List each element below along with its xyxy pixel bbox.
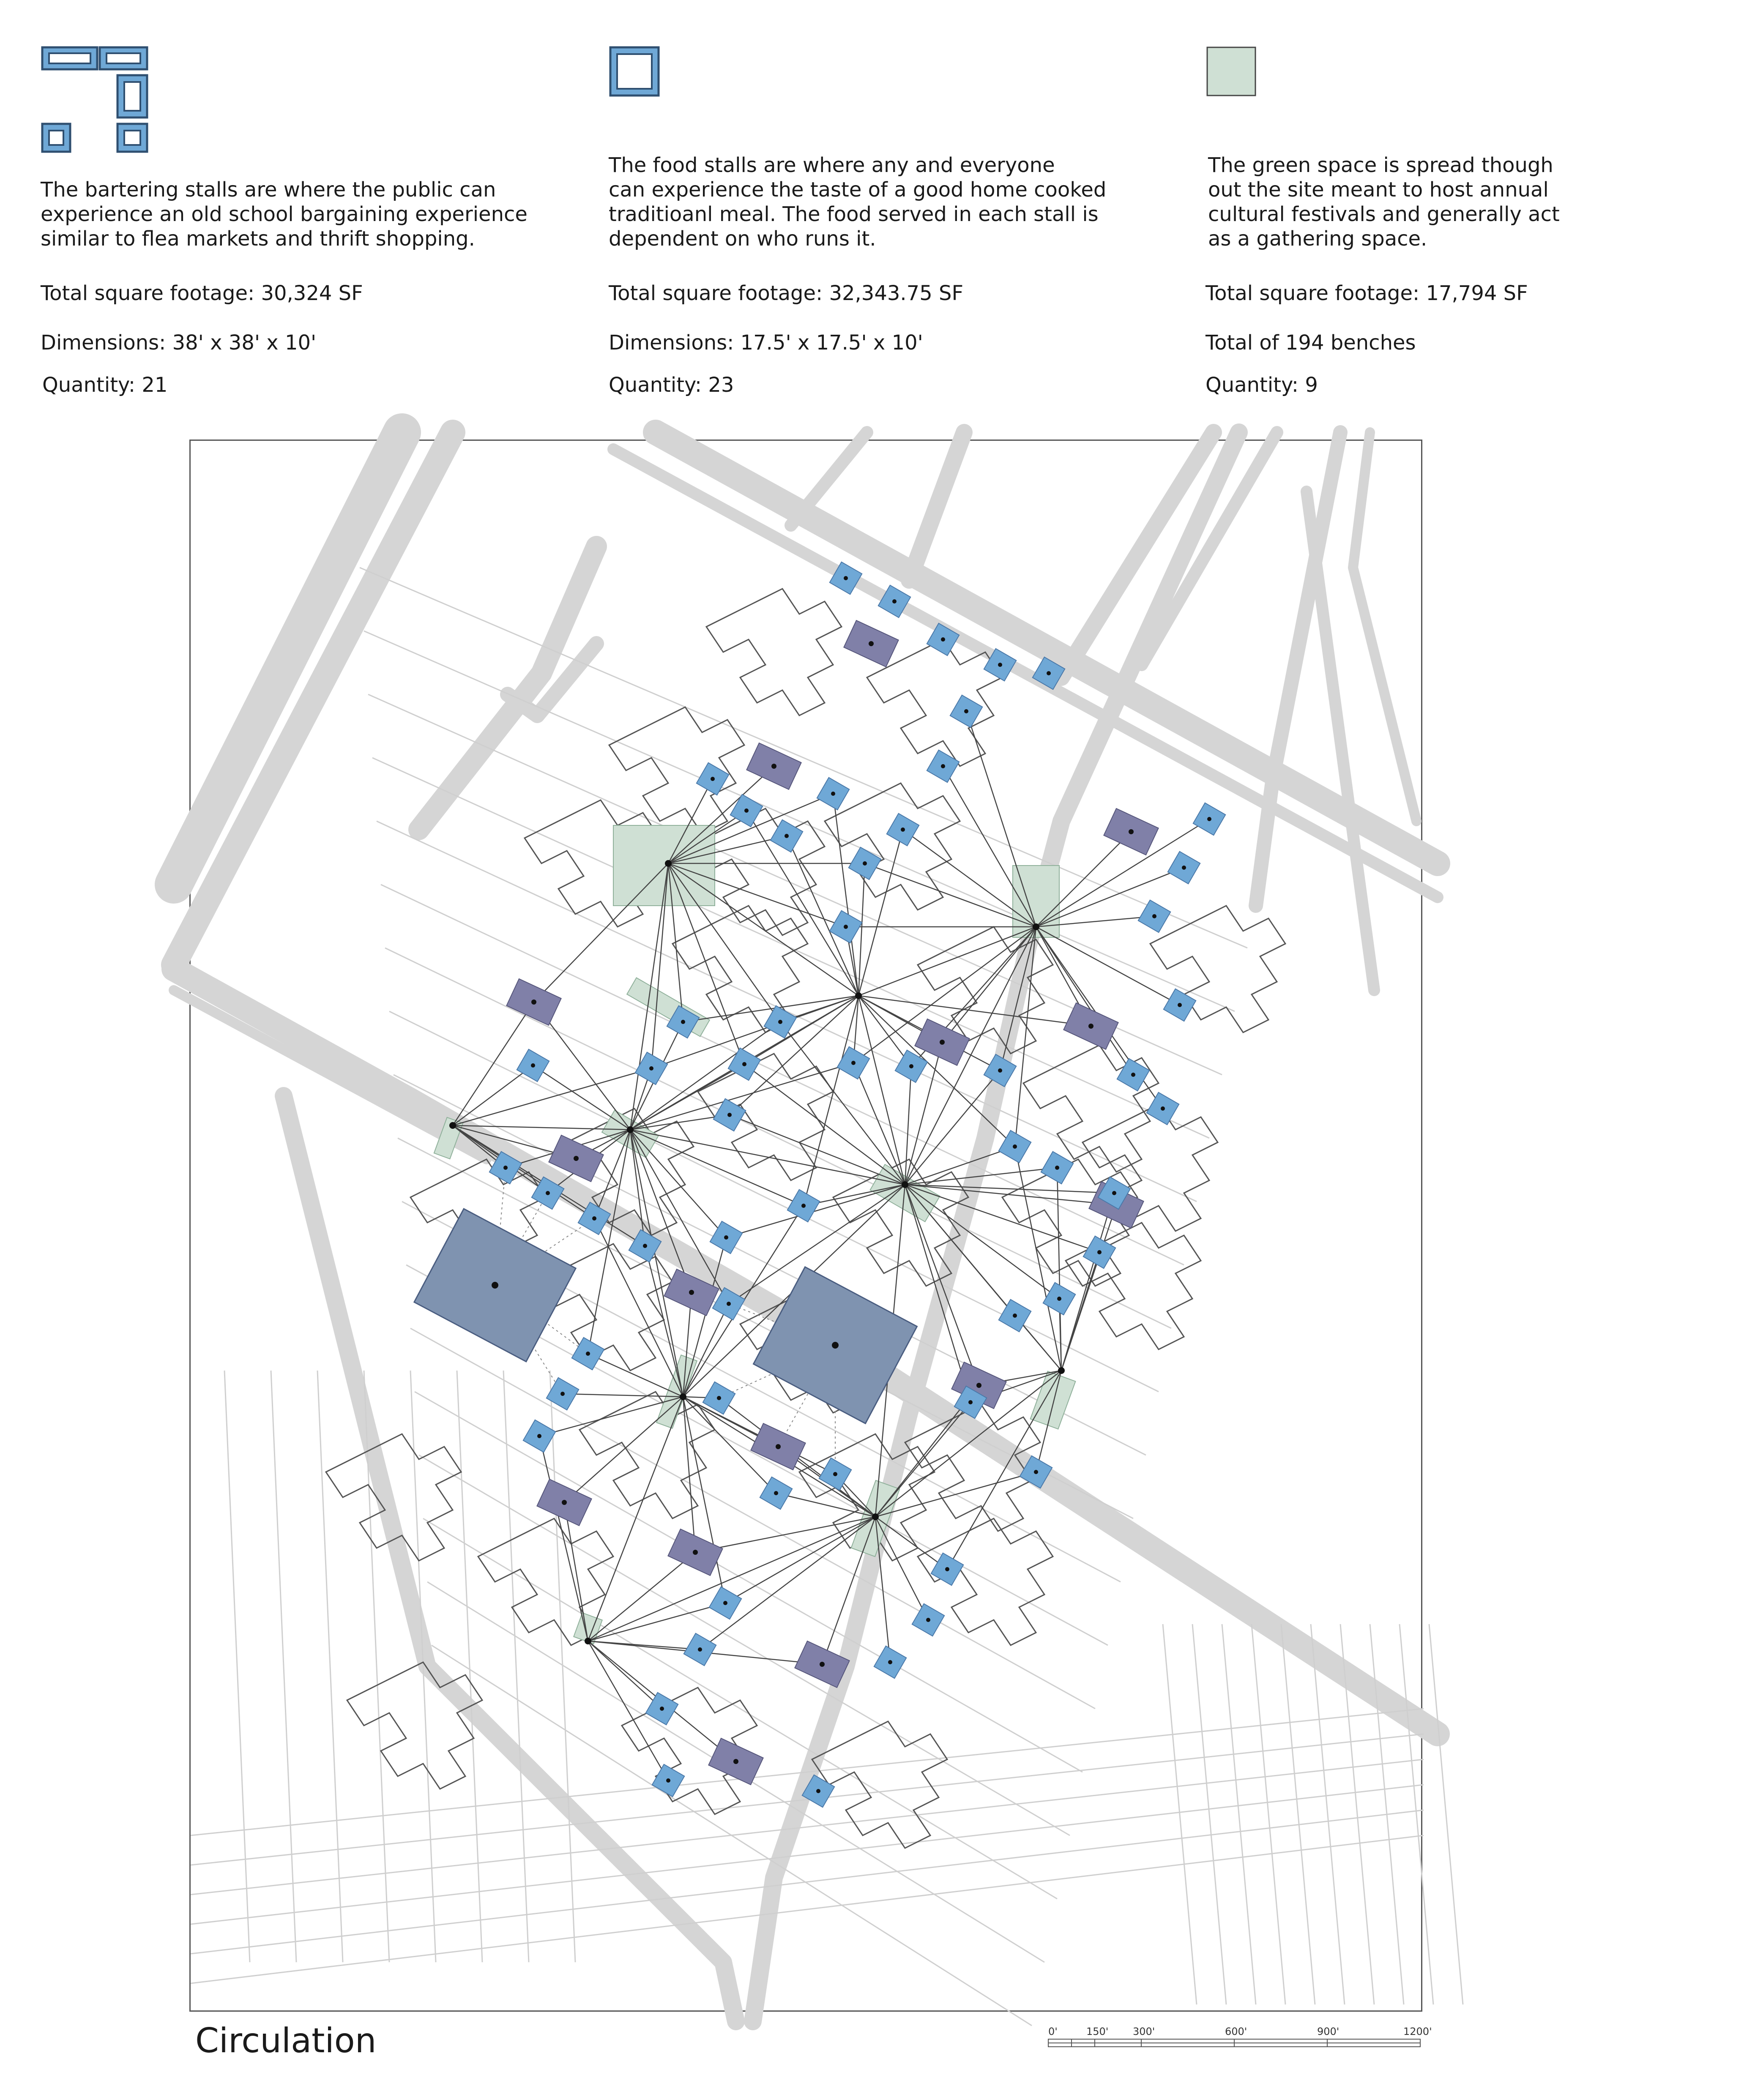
site-plan-svg: [191, 441, 1424, 2013]
bartering-stall-dot-53: [723, 1601, 727, 1605]
bartering-stall-dot-40: [1013, 1314, 1017, 1318]
bartering-stall-dot-1: [892, 599, 897, 604]
food-stall-dot-10: [776, 1444, 781, 1449]
bartering-stall-dot-10: [785, 834, 789, 838]
circulation-link-132: [695, 1517, 875, 1552]
circulation-hub-10: [832, 1342, 839, 1349]
food-stall-dot-11: [562, 1500, 567, 1505]
circulation-hub-3: [665, 860, 672, 867]
circulation-link-0: [746, 811, 858, 996]
street-outline-41: [550, 1371, 575, 1962]
green-desc-3: cultural festivals and generally act: [1208, 202, 1560, 226]
circulation-hub-6: [1058, 1367, 1065, 1374]
circulation-link-66: [534, 863, 668, 1002]
street-outline-19: [1192, 1624, 1226, 2004]
circulation-link-154: [668, 863, 858, 996]
road-14: [1142, 432, 1277, 665]
road-9: [1307, 492, 1374, 990]
road-10: [1353, 432, 1416, 821]
bartering-stall-dot-26: [1178, 1003, 1182, 1007]
bartering-stall-dot-45: [717, 1396, 721, 1400]
circulation-link-70: [865, 863, 1036, 927]
bartering-stall-dot-6: [941, 764, 945, 768]
building-outline-27: [609, 707, 744, 834]
street-outline-39: [457, 1371, 482, 1962]
bartering-desc-1: The bartering stalls are where the public can: [41, 178, 496, 202]
scale-label-0: 0': [1048, 2026, 1058, 2037]
bartering-stall-dot-31: [592, 1216, 596, 1221]
circulation-hub-0: [855, 992, 862, 999]
bartering-desc-3: similar to flea markets and thrift shopping.: [41, 227, 475, 251]
circulation-link-109: [588, 1354, 683, 1397]
scale-label-900: 900': [1317, 2026, 1339, 2037]
food-stall-dot-12: [693, 1550, 698, 1555]
circulation-link-126: [875, 1517, 928, 1620]
food-desc-4: dependent on who runs it.: [609, 227, 876, 251]
circulation-link-68: [943, 766, 1036, 927]
food-stall-dot-9: [976, 1383, 981, 1388]
bartering-stall-dot-12: [863, 861, 867, 866]
scale-label-600: 600': [1225, 2026, 1247, 2037]
road-16: [909, 432, 964, 580]
bartering-stall-dot-0: [844, 576, 848, 580]
street-outline-34: [224, 1371, 250, 1962]
bartering-stall-dot-37: [1112, 1191, 1116, 1195]
bartering-stall-dot-55: [660, 1707, 664, 1711]
circulation-link-24: [533, 1065, 630, 1130]
food-stall-dot-14: [733, 1759, 738, 1764]
bartering-qty: Quantity: 21: [42, 373, 168, 397]
bartering-stall-dot-51: [926, 1618, 930, 1622]
bartering-stall-dot-15: [1182, 866, 1186, 870]
circulation-link-128: [725, 1517, 875, 1603]
bartering-stall-dot-13: [844, 925, 848, 929]
circulation-hub-7: [680, 1393, 686, 1400]
circulation-link-48: [905, 1185, 1059, 1299]
food-stall-dot-1: [771, 764, 776, 769]
diagram-title: Circulation: [195, 2021, 377, 2060]
bartering-stall-dot-16: [1152, 914, 1156, 918]
circulation-link-42: [726, 1185, 905, 1237]
bartering-dims: Dimensions: 38' x 38' x 10': [41, 331, 317, 355]
building-outline-15: [580, 1392, 715, 1518]
green-space-icon: [1206, 46, 1258, 98]
bartering-stall-dot-18: [778, 1020, 782, 1024]
bartering-stall-dot-11: [901, 827, 905, 832]
green-desc-2: out the site meant to host annual: [1208, 178, 1549, 202]
green-dims: Total of 194 benches: [1206, 331, 1416, 355]
scale-bar: [1048, 2022, 1432, 2060]
bartering-stall-dot-9: [831, 792, 835, 796]
circulation-link-37: [744, 1064, 905, 1185]
bartering-stall-dot-29: [503, 1166, 508, 1170]
road-6: [174, 990, 487, 1159]
circulation-link-125: [875, 1517, 947, 1569]
road-network: [174, 432, 1438, 2021]
green-space-6: [1031, 1371, 1076, 1429]
road-1: [174, 432, 453, 965]
bartering-stall-dot-41: [968, 1400, 973, 1404]
building-outline-0: [706, 589, 842, 715]
green-desc-1: The green space is spread though: [1208, 153, 1553, 177]
green-total: Total square footage: 17,794 SF: [1206, 281, 1528, 305]
bartering-stall-dot-49: [1034, 1470, 1038, 1474]
street-outline-33: [191, 1835, 1424, 1983]
road-15: [791, 432, 867, 525]
bartering-stall-dot-50: [945, 1567, 949, 1571]
bartering-stall-dot-30: [546, 1191, 550, 1195]
bartering-stall-dot-20: [851, 1061, 856, 1065]
bartering-total: Total square footage: 30,324 SF: [41, 281, 363, 305]
bartering-stall-dot-27: [649, 1066, 653, 1070]
bartering-stall-dot-47: [833, 1472, 837, 1476]
street-outline-36: [317, 1371, 343, 1962]
scale-label-150: 150': [1086, 2026, 1109, 2037]
circulation-link-1: [833, 794, 858, 996]
circulation-hub-5: [449, 1122, 456, 1129]
bartering-stall-dot-44: [560, 1392, 565, 1396]
bartering-stall-dot-24: [1131, 1073, 1135, 1077]
circulation-link-155: [858, 927, 1036, 996]
food-stall-dot-13: [820, 1662, 825, 1667]
building-outline-21: [812, 1721, 947, 1848]
circulation-link-62: [668, 863, 780, 1022]
street-outline-27: [1429, 1624, 1463, 2004]
food-stall-dot-5: [1088, 1024, 1093, 1029]
food-stall-dot-4: [940, 1040, 945, 1045]
food-stall-dot-0: [869, 641, 874, 646]
food-stall-dot-8: [689, 1290, 694, 1295]
bartering-stall-dot-38: [1097, 1250, 1102, 1254]
circulation-hub-1: [627, 1126, 634, 1133]
bartering-stall-dot-21: [909, 1064, 913, 1068]
scale-label-300: 300': [1133, 2026, 1155, 2037]
circulation-link-35: [630, 1130, 692, 1292]
circulation-link-102: [1061, 1205, 1116, 1371]
green-qty: Quantity: 9: [1206, 373, 1318, 397]
bartering-stall-dot-46: [537, 1434, 541, 1438]
bartering-stall-dot-56: [666, 1778, 670, 1783]
site-plan-map: [189, 440, 1422, 2012]
bartering-stall-dot-17: [681, 1020, 685, 1024]
food-qty: Quantity: 23: [609, 373, 734, 397]
green-desc-4: as a gathering space.: [1208, 227, 1427, 251]
food-stall-dot-3: [531, 999, 536, 1005]
bartering-stall-dot-22: [727, 1113, 732, 1117]
bartering-stall-dot-32: [643, 1244, 647, 1248]
bartering-stall-dot-3: [998, 663, 1002, 667]
street-outline-40: [503, 1371, 529, 1962]
circulation-hub-9: [585, 1638, 591, 1644]
bartering-stall-dot-42: [727, 1302, 731, 1306]
circulation-link-46: [905, 1185, 1114, 1193]
bartering-stall-dot-8: [744, 808, 749, 813]
food-stall-dot-6: [574, 1156, 579, 1161]
circulation-link-137: [588, 1641, 662, 1709]
street-outline-21: [1252, 1624, 1285, 2004]
circulation-link-39: [905, 1066, 911, 1185]
road-3: [656, 432, 1438, 863]
bartering-stall-dot-19: [742, 1062, 746, 1066]
bartering-stall-dot-43: [586, 1352, 590, 1356]
circulation-link-47: [905, 1185, 1099, 1252]
bartering-stall-dot-54: [698, 1647, 702, 1652]
food-dims: Dimensions: 17.5' x 17.5' x 10': [609, 331, 923, 355]
street-outline-18: [1163, 1624, 1197, 2004]
circulation-hub-4: [1033, 923, 1039, 930]
bartering-stall-dot-34: [801, 1204, 806, 1208]
food-desc-1: The food stalls are where any and everyone: [609, 153, 1055, 177]
street-outline-20: [1222, 1624, 1256, 2004]
food-stall-dot-2: [1129, 829, 1134, 834]
bartering-stall-dot-23: [998, 1068, 1002, 1073]
bartering-stall-dot-5: [964, 709, 968, 713]
building-outline-22: [347, 1662, 482, 1789]
circulation-link-86: [453, 1065, 533, 1125]
bartering-stall-dot-7: [711, 777, 715, 781]
circulation-hub-8: [872, 1513, 879, 1520]
street-outline-32: [191, 1810, 1424, 1954]
bartering-stall-dot-2: [941, 637, 945, 642]
bartering-stall-dot-28: [531, 1063, 535, 1068]
green-spaces: [434, 825, 1076, 1644]
bartering-stall-dot-36: [1055, 1166, 1059, 1170]
street-outline-22: [1281, 1624, 1315, 2004]
bartering-stall-dot-39: [1057, 1297, 1061, 1301]
road-0: [174, 432, 402, 885]
circulation-hub-11: [492, 1282, 498, 1289]
bartering-desc-2: experience an old school bargaining experience: [41, 202, 528, 226]
bartering-stall-dot-52: [888, 1660, 892, 1664]
circulation-link-166: [588, 1397, 683, 1641]
bartering-stall-dot-35: [1013, 1144, 1017, 1149]
food-desc-2: can experience the taste of a good home cooked: [609, 178, 1107, 202]
bartering-stall-icon: [41, 46, 150, 156]
scale-label-1200: 1200': [1403, 2026, 1432, 2037]
food-total: Total square footage: 32,343.75 SF: [609, 281, 964, 305]
bartering-stall-dot-57: [816, 1789, 820, 1793]
circulation-link-30: [630, 1130, 804, 1206]
circulation-link-14: [804, 996, 858, 1206]
street-outline-35: [271, 1371, 296, 1962]
circulation-link-67: [966, 711, 1036, 927]
food-stall-icon: [609, 46, 661, 98]
bartering-stall-dot-25: [1161, 1106, 1165, 1111]
circulation-hub-2: [902, 1181, 908, 1188]
bartering-stall-dot-4: [1047, 671, 1051, 675]
circulation-link-110: [563, 1394, 683, 1397]
street-outline-26: [1400, 1624, 1433, 2004]
building-outline-13: [1066, 1223, 1201, 1349]
bartering-stall-dot-14: [1207, 817, 1211, 821]
circulation-link-140: [588, 1552, 695, 1641]
food-desc-3: traditioanl meal. The food served in each stall is: [609, 202, 1099, 226]
bartering-stall-dot-48: [774, 1491, 778, 1495]
bartering-stall-dot-33: [724, 1235, 728, 1240]
